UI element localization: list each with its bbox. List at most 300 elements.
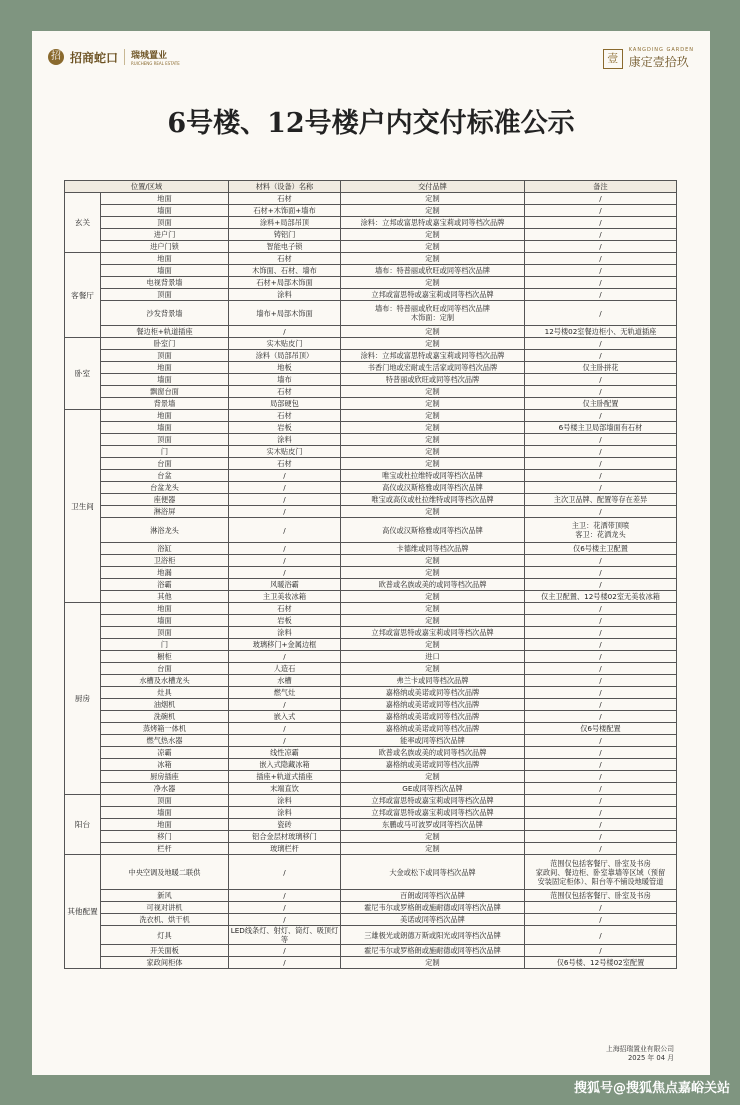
remark-cell: 仅主卧拼花 [525, 362, 677, 374]
remark-cell: 仅6号楼配置 [525, 723, 677, 735]
table-row [65, 241, 677, 253]
item-cell: 门 [101, 446, 229, 458]
item-cell: 家政间柜体 [101, 957, 229, 969]
item-cell: 地面 [101, 603, 229, 615]
table-row [65, 843, 677, 855]
table-body [65, 193, 677, 969]
material-cell: / [229, 470, 341, 482]
remark-cell: / [525, 687, 677, 699]
material-cell: / [229, 567, 341, 579]
material-cell: / [229, 518, 341, 543]
material-cell: 线性凉霸 [229, 747, 341, 759]
brand-cell: 东鹏或马可波罗或同等档次品牌 [341, 819, 525, 831]
item-cell: 墙面 [101, 205, 229, 217]
remark-cell: / [525, 759, 677, 771]
item-cell: 淋浴屏 [101, 506, 229, 518]
remark-cell: / [525, 945, 677, 957]
material-cell: 嵌入式 [229, 711, 341, 723]
brand-cell: 欧普或名族或美的或同等档次品牌 [341, 747, 525, 759]
item-cell: 地面 [101, 193, 229, 205]
item-cell: 油烟机 [101, 699, 229, 711]
material-cell: 人造石 [229, 663, 341, 675]
remark-cell: / [525, 675, 677, 687]
material-cell: LED线条灯、射灯、筒灯、吸顶灯等 [229, 926, 341, 945]
brand-cell: 墙布：特普丽或欣旺或同等档次品牌 木饰面：定制 [341, 301, 525, 326]
material-cell: / [229, 914, 341, 926]
brand-cell: 立邦或富思特或嘉宝莉或同等档次品牌 [341, 627, 525, 639]
table-row [65, 855, 677, 890]
table-row [65, 639, 677, 651]
table-row [65, 446, 677, 458]
remark-cell: / [525, 783, 677, 795]
item-cell: 顶面 [101, 795, 229, 807]
material-cell: 嵌入式隐藏冰箱 [229, 759, 341, 771]
remark-cell: / [525, 410, 677, 422]
material-cell: 玻璃移门+金属边框 [229, 639, 341, 651]
item-cell: 墙面 [101, 422, 229, 434]
item-cell: 凉霸 [101, 747, 229, 759]
remark-cell: / [525, 843, 677, 855]
brand-left-name: 招商蛇口 [70, 50, 119, 65]
brand-cell: 卡德维或同等档次品牌 [341, 543, 525, 555]
brand-cell: 定制 [341, 241, 525, 253]
item-cell: 开关面板 [101, 945, 229, 957]
brand-cell: 定制 [341, 603, 525, 615]
area-cell: 厨房 [65, 603, 101, 795]
item-cell: 地面 [101, 819, 229, 831]
remark-cell: / [525, 567, 677, 579]
brand-cell: 定制 [341, 615, 525, 627]
table-row [65, 253, 677, 265]
remark-cell: / [525, 386, 677, 398]
brand-cell: 涂料：立邦或富思特或嘉宝莉或同等档次品牌 [341, 217, 525, 229]
table-row [65, 957, 677, 969]
brand-cell: 定制 [341, 831, 525, 843]
table-row [65, 265, 677, 277]
table-row [65, 277, 677, 289]
item-cell: 中央空调及地暖二联供 [101, 855, 229, 890]
material-cell: 涂料 [229, 627, 341, 639]
brand-cell: 嘉格纳或美诺或同等档次品牌 [341, 699, 525, 711]
item-cell: 水槽及水槽龙头 [101, 675, 229, 687]
publish-date: 2025 年 04 月 [627, 1054, 674, 1062]
table-row [65, 326, 677, 338]
brand-cell: 三雄极光或朗德万斯或阳光或同等档次品牌 [341, 926, 525, 945]
table-row [65, 398, 677, 410]
remark-cell: / [525, 482, 677, 494]
material-cell: 燃气灶 [229, 687, 341, 699]
remark-cell: / [525, 253, 677, 265]
material-cell: / [229, 543, 341, 555]
remark-cell: / [525, 926, 677, 945]
material-cell: 主卫美妆冰箱 [229, 591, 341, 603]
material-cell: 岩板 [229, 422, 341, 434]
brand-cell: 立邦或富思特或嘉宝莉或同等档次品牌 [341, 795, 525, 807]
page-title: 6号楼、12号楼户内交付标准公示 [167, 108, 575, 139]
brand-cell: 霍尼韦尔或罗格朗或施耐德或同等档次品牌 [341, 902, 525, 914]
remark-cell: / [525, 374, 677, 386]
material-cell: 墙布+局部木饰面 [229, 301, 341, 326]
header-location: 位置/区域 [65, 181, 229, 193]
brand-cell: 能率或同等档次品牌 [341, 735, 525, 747]
brand-cell: 嘉格纳或美诺或同等档次品牌 [341, 723, 525, 735]
material-cell: 涂料 [229, 289, 341, 301]
brand-cell: 定制 [341, 639, 525, 651]
brand-cell: 立邦或富思特或嘉宝莉或同等档次品牌 [341, 289, 525, 301]
brand-cell: 定制 [341, 434, 525, 446]
brand-cell: 定制 [341, 591, 525, 603]
item-cell: 卫浴柜 [101, 555, 229, 567]
table-row [65, 374, 677, 386]
remark-cell: / [525, 711, 677, 723]
brand-cell: 定制 [341, 386, 525, 398]
remark-cell: / [525, 434, 677, 446]
brand-right-en: KANGDING GARDEN [628, 47, 694, 53]
remark-cell: 主次卫品牌、配置等存在差异 [525, 494, 677, 506]
material-cell: 局部硬包 [229, 398, 341, 410]
area-cell: 其他配置 [65, 855, 101, 969]
remark-cell: 6号楼主卫局部墙面有石材 [525, 422, 677, 434]
material-cell: / [229, 890, 341, 902]
material-cell: 智能电子锁 [229, 241, 341, 253]
material-cell: 石材 [229, 386, 341, 398]
remark-cell: / [525, 193, 677, 205]
item-cell: 地面 [101, 253, 229, 265]
remark-cell: 范围仅包括客餐厅、卧室及书房 家政间、餐边柜、卧室靠墙等区域（预留 安装固定柜体）、阳台等不铺设地暖管道 [525, 855, 677, 890]
item-cell: 灶具 [101, 687, 229, 699]
brand-cell: 定制 [341, 398, 525, 410]
item-cell: 台盆龙头 [101, 482, 229, 494]
item-cell: 灯具 [101, 926, 229, 945]
table-row [65, 518, 677, 543]
brand-cell: 定制 [341, 253, 525, 265]
header-remark: 备注 [525, 181, 677, 193]
brand-cell: 唯宝或高仪或杜拉维特或同等档次品牌 [341, 494, 525, 506]
table-row [65, 567, 677, 579]
brand-cell: 定制 [341, 555, 525, 567]
remark-cell: / [525, 446, 677, 458]
material-cell: 涂料+局部吊顶 [229, 217, 341, 229]
material-cell: / [229, 945, 341, 957]
remark-cell: / [525, 277, 677, 289]
remark-cell: / [525, 289, 677, 301]
material-cell: 石材 [229, 193, 341, 205]
cmsk-logo-icon: 招 [48, 49, 64, 65]
table-row [65, 902, 677, 914]
item-cell: 浴缸 [101, 543, 229, 555]
table-row [65, 494, 677, 506]
material-cell: 木饰面、石材、墙布 [229, 265, 341, 277]
item-cell: 其他 [101, 591, 229, 603]
brand-cell: 高仪或汉斯格雅或同等档次品牌 [341, 518, 525, 543]
brand-cell: 弗兰卡或同等档次品牌 [341, 675, 525, 687]
sohu-watermark: 搜狐号@搜狐焦点嘉峪关站 [573, 1081, 730, 1096]
remark-cell: / [525, 350, 677, 362]
table-row [65, 807, 677, 819]
item-cell: 顶面 [101, 434, 229, 446]
kangding-logo-icon: 壹 [603, 49, 623, 69]
brand-cell: 嘉格纳或美诺或同等档次品牌 [341, 711, 525, 723]
brand-cell: 定制 [341, 663, 525, 675]
remark-cell: 主卫：花洒带顶喷 客卫：花洒龙头 [525, 518, 677, 543]
remark-cell: / [525, 229, 677, 241]
material-cell: / [229, 855, 341, 890]
material-cell: 实木贴皮门 [229, 338, 341, 350]
material-cell: 涂料（局部吊顶） [229, 350, 341, 362]
item-cell: 厨房插座 [101, 771, 229, 783]
material-cell: / [229, 902, 341, 914]
item-cell: 墙面 [101, 265, 229, 277]
table-row [65, 543, 677, 555]
material-cell: / [229, 555, 341, 567]
header-brand: 交付品牌 [341, 181, 525, 193]
table-row [65, 759, 677, 771]
item-cell: 顶面 [101, 350, 229, 362]
brand-cell: 高仪或汉斯格雅或同等档次品牌 [341, 482, 525, 494]
item-cell: 冰箱 [101, 759, 229, 771]
brand-left-partner-en: RUICHENG REAL ESTATE [131, 61, 180, 66]
material-cell: 岩板 [229, 615, 341, 627]
remark-cell: / [525, 555, 677, 567]
area-cell: 卫生间 [65, 410, 101, 603]
brand-cell: 大金或松下或同等档次品牌 [341, 855, 525, 890]
item-cell: 墙面 [101, 807, 229, 819]
remark-cell: / [525, 603, 677, 615]
material-cell: / [229, 723, 341, 735]
brand-cell: 嘉格纳或美诺或同等档次品牌 [341, 687, 525, 699]
partner-logo [131, 48, 180, 66]
remark-cell: / [525, 579, 677, 591]
brand-left-partner: 瑞城置业 [131, 51, 168, 61]
item-cell: 台面 [101, 663, 229, 675]
table-row [65, 591, 677, 603]
brand-cell: 定制 [341, 506, 525, 518]
table-row [65, 914, 677, 926]
material-cell: / [229, 699, 341, 711]
item-cell: 浴霸 [101, 579, 229, 591]
remark-cell: 12号楼02室餐边柜小、无轨道插座 [525, 326, 677, 338]
brand-cell: 定制 [341, 338, 525, 350]
table-row [65, 217, 677, 229]
remark-cell: / [525, 615, 677, 627]
item-cell: 地面 [101, 362, 229, 374]
area-cell: 客餐厅 [65, 253, 101, 338]
remark-cell: / [525, 301, 677, 326]
brand-cell: GE或同等档次品牌 [341, 783, 525, 795]
brand-cell: 定制 [341, 326, 525, 338]
brand-right [603, 47, 694, 70]
table-row [65, 651, 677, 663]
footer [606, 1045, 674, 1063]
item-cell: 座便器 [101, 494, 229, 506]
item-cell: 移门 [101, 831, 229, 843]
material-cell: / [229, 957, 341, 969]
table-row [65, 699, 677, 711]
material-cell: 石材+局部木饰面 [229, 277, 341, 289]
item-cell: 地漏 [101, 567, 229, 579]
item-cell: 顶面 [101, 289, 229, 301]
remark-cell: 仅主卧配置 [525, 398, 677, 410]
item-cell: 洗碗机 [101, 711, 229, 723]
remark-cell: / [525, 914, 677, 926]
table-row [65, 482, 677, 494]
notice-paper [32, 31, 710, 1075]
item-cell: 背景墙 [101, 398, 229, 410]
table-row [65, 289, 677, 301]
brand-cell: 唯宝或杜拉维特或同等档次品牌 [341, 470, 525, 482]
brand-cell: 定制 [341, 277, 525, 289]
area-cell: 玄关 [65, 193, 101, 253]
brand-right-name: 康定壹拾玖 [628, 55, 689, 69]
item-cell: 顶面 [101, 217, 229, 229]
remark-cell: / [525, 217, 677, 229]
material-cell: / [229, 326, 341, 338]
remark-cell: / [525, 458, 677, 470]
brand-cell: 书香门地或宏耐或生活家或同等档次品牌 [341, 362, 525, 374]
brand-cell: 定制 [341, 843, 525, 855]
table-row [65, 410, 677, 422]
remark-cell: / [525, 819, 677, 831]
table-row [65, 687, 677, 699]
brand-cell: 定制 [341, 229, 525, 241]
brand-cell: 特普丽或欣旺或同等档次品牌 [341, 374, 525, 386]
table-row [65, 350, 677, 362]
remark-cell: 仅6号楼、12号楼02室配置 [525, 957, 677, 969]
table-row [65, 301, 677, 326]
material-cell: 石材 [229, 410, 341, 422]
remark-cell: 仅主卫配置、12号楼02室无美妆冰箱 [525, 591, 677, 603]
brand-cell: 欧普或名族或美的或同等档次品牌 [341, 579, 525, 591]
material-cell: 涂料 [229, 807, 341, 819]
item-cell: 可视对讲机 [101, 902, 229, 914]
material-cell: 玻璃栏杆 [229, 843, 341, 855]
brand-cell: 定制 [341, 458, 525, 470]
table-row [65, 205, 677, 217]
material-cell: / [229, 506, 341, 518]
brand-cell: 立邦或富思特或嘉宝莉或同等档次品牌 [341, 807, 525, 819]
item-cell: 进户门 [101, 229, 229, 241]
table-row [65, 831, 677, 843]
item-cell: 洗衣机、烘干机 [101, 914, 229, 926]
table-row [65, 386, 677, 398]
material-cell: 风暖浴霸 [229, 579, 341, 591]
table-row [65, 193, 677, 205]
item-cell: 进户门锁 [101, 241, 229, 253]
logo-divider [124, 49, 125, 65]
item-cell: 燃气热水器 [101, 735, 229, 747]
material-cell: 石材+木饰面+墙布 [229, 205, 341, 217]
company-name: 上海招瑞置业有限公司 [606, 1045, 674, 1053]
remark-cell: / [525, 627, 677, 639]
remark-cell: / [525, 699, 677, 711]
item-cell: 顶面 [101, 627, 229, 639]
material-cell: 墙布 [229, 374, 341, 386]
material-cell: / [229, 482, 341, 494]
brand-cell: 定制 [341, 193, 525, 205]
table-row [65, 926, 677, 945]
table-row [65, 338, 677, 350]
item-cell: 墙面 [101, 615, 229, 627]
remark-cell: / [525, 902, 677, 914]
item-cell: 沙发背景墙 [101, 301, 229, 326]
material-cell: 实木贴皮门 [229, 446, 341, 458]
item-cell: 餐边柜+轨道插座 [101, 326, 229, 338]
table-row [65, 627, 677, 639]
table-row [65, 735, 677, 747]
table-row [65, 603, 677, 615]
item-cell: 淋浴龙头 [101, 518, 229, 543]
table-row [65, 675, 677, 687]
material-cell: 地板 [229, 362, 341, 374]
item-cell: 栏杆 [101, 843, 229, 855]
material-cell: 石材 [229, 603, 341, 615]
material-cell: / [229, 735, 341, 747]
table-row [65, 362, 677, 374]
remark-cell: / [525, 470, 677, 482]
item-cell: 净水器 [101, 783, 229, 795]
table-row [65, 783, 677, 795]
remark-cell: / [525, 265, 677, 277]
brand-cell: 定制 [341, 422, 525, 434]
brand-cell: 霍尼韦尔或罗格朗或施耐德或同等档次品牌 [341, 945, 525, 957]
brand-cell: 定制 [341, 410, 525, 422]
table-row [65, 506, 677, 518]
remark-cell: / [525, 639, 677, 651]
brand-cell: 进口 [341, 651, 525, 663]
table-row [65, 555, 677, 567]
item-cell: 台盆 [101, 470, 229, 482]
remark-cell: / [525, 831, 677, 843]
brand-cell: 定制 [341, 957, 525, 969]
remark-cell: / [525, 747, 677, 759]
remark-cell: / [525, 651, 677, 663]
brand-cell: 美诺或同等档次品牌 [341, 914, 525, 926]
material-cell: 涂料 [229, 434, 341, 446]
material-cell: 石材 [229, 458, 341, 470]
brand-cell: 定制 [341, 205, 525, 217]
item-cell: 卧室门 [101, 338, 229, 350]
remark-cell: / [525, 205, 677, 217]
remark-cell: / [525, 771, 677, 783]
header-material: 材料（设备）名称 [229, 181, 341, 193]
remark-cell: / [525, 506, 677, 518]
table-row [65, 723, 677, 735]
material-cell: 插座+轨道式插座 [229, 771, 341, 783]
table-row [65, 890, 677, 902]
table-row [65, 615, 677, 627]
item-cell: 新风 [101, 890, 229, 902]
remark-cell: / [525, 795, 677, 807]
table-row [65, 711, 677, 723]
material-cell: 瓷砖 [229, 819, 341, 831]
item-cell: 门 [101, 639, 229, 651]
brand-cell: 嘉格纳或美诺或同等档次品牌 [341, 759, 525, 771]
brand-left [48, 48, 180, 66]
item-cell: 蒸烤箱一体机 [101, 723, 229, 735]
material-cell: 水槽 [229, 675, 341, 687]
material-cell: 涂料 [229, 795, 341, 807]
brand-cell: 定制 [341, 771, 525, 783]
brand-cell: 涂料：立邦或富思特或嘉宝莉或同等档次品牌 [341, 350, 525, 362]
item-cell: 地面 [101, 410, 229, 422]
item-cell: 台面 [101, 458, 229, 470]
table-row [65, 422, 677, 434]
item-cell: 飘窗台面 [101, 386, 229, 398]
material-cell: 铸铝门 [229, 229, 341, 241]
remark-cell: / [525, 338, 677, 350]
remark-cell: / [525, 663, 677, 675]
table-row [65, 458, 677, 470]
